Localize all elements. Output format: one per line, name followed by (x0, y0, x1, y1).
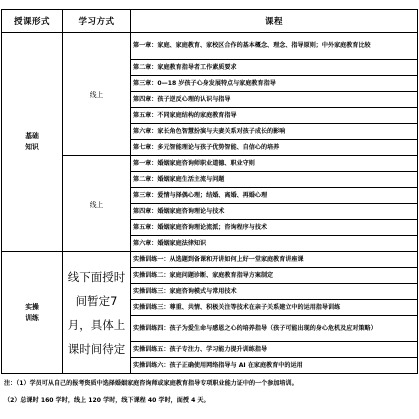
course-cell: 第七章：多元智能理论与孩子优势智能、自信心的培养 (131, 140, 418, 156)
table-header-row (2, 10, 418, 33)
form-cell-practice (2, 252, 63, 374)
mode-cell-online-1: 线上 (63, 33, 131, 156)
course-cell: 第四章：孩子逆反心理的认识与指导 (131, 92, 418, 108)
course-cell: 实操训练五：孩子专注力、学习能力提升训练指导 (131, 342, 418, 358)
header-course: 课程 (131, 10, 418, 33)
header-form: 授课形式 (2, 10, 63, 33)
mode-cell-online-2: 线上 (63, 156, 131, 252)
course-cell: 第五章：不同家庭结构的家庭教育指导 (131, 108, 418, 124)
course-cell: 第一章：家庭、家庭教育、家校区合作的基本概念、理念、指导原则；中外家庭教育比较 (131, 33, 418, 60)
footnotes (4, 380, 416, 414)
course-cell: 第六章：婚姻家庭法律知识 (131, 236, 418, 252)
course-cell: 第六章：家长角色智慧扮演与夫妻关系对孩子成长的影响 (131, 124, 418, 140)
course-cell: 第三章：0—18 岁孩子心身发展特点与家庭教育指导 (131, 76, 418, 92)
course-cell: 实操训练一：从选题到备课和开讲如何上好一堂家庭教育讲座课 (131, 252, 418, 268)
course-cell: 第五章：婚姻家庭咨询理论流派；咨询程序与技术 (131, 220, 418, 236)
form-cell-basic (2, 33, 63, 252)
form-label-basic: 基础 知识 (25, 132, 39, 151)
course-cell: 实操训练三：家庭咨询模式与常用技术 (131, 284, 418, 300)
table-row (2, 252, 418, 268)
course-cell: 实操训练三：尊重、共情、积极关注等技术在亲子关系建立中的运用指导训练 (131, 300, 418, 316)
footnote-2: （2）总课时 160 学时，线上 120 学时，线下课程 40 学时，面授 4 天。 (4, 397, 210, 404)
course-cell: 第二章：婚姻家庭生活主流与问题 (131, 172, 418, 188)
course-cell: 第四章：婚姻家庭咨询理论与技术 (131, 204, 418, 220)
course-cell: 第一章：婚姻家庭咨询师职业道德、职业守则 (131, 156, 418, 172)
footnote-1: 注：（1）学员可从自己的报考资质中选择婚姻家庭咨询师或家庭教育指导专项职业能力证中的一个参加培训。 (4, 380, 298, 387)
course-cell: 实操训练六：孩子正确使用网络指导与 AI 在家庭教育中的运用 (131, 358, 418, 374)
header-mode: 学习方式 (63, 10, 131, 33)
form-label-practice: 实操 训练 (25, 302, 39, 322)
course-cell: 第二章：家庭教育指导者工作素质要求 (131, 60, 418, 76)
table-row (2, 33, 418, 60)
course-table (1, 9, 418, 374)
mode-cell-offline: 线下面授时间暂定7月，具体上课时间待定 (63, 252, 131, 374)
course-cell: 实操训练二：家庭问题诊断、家庭教育指导方案制定 (131, 268, 418, 284)
course-cell: 实操训练四：孩子为爱生命与感恩之心的培养指导（孩子可能出现的身心危机及应对策略） (131, 316, 418, 342)
course-cell: 第三章：爱情与择偶心理；结婚、离婚、再婚心理 (131, 188, 418, 204)
table-row (2, 156, 418, 172)
